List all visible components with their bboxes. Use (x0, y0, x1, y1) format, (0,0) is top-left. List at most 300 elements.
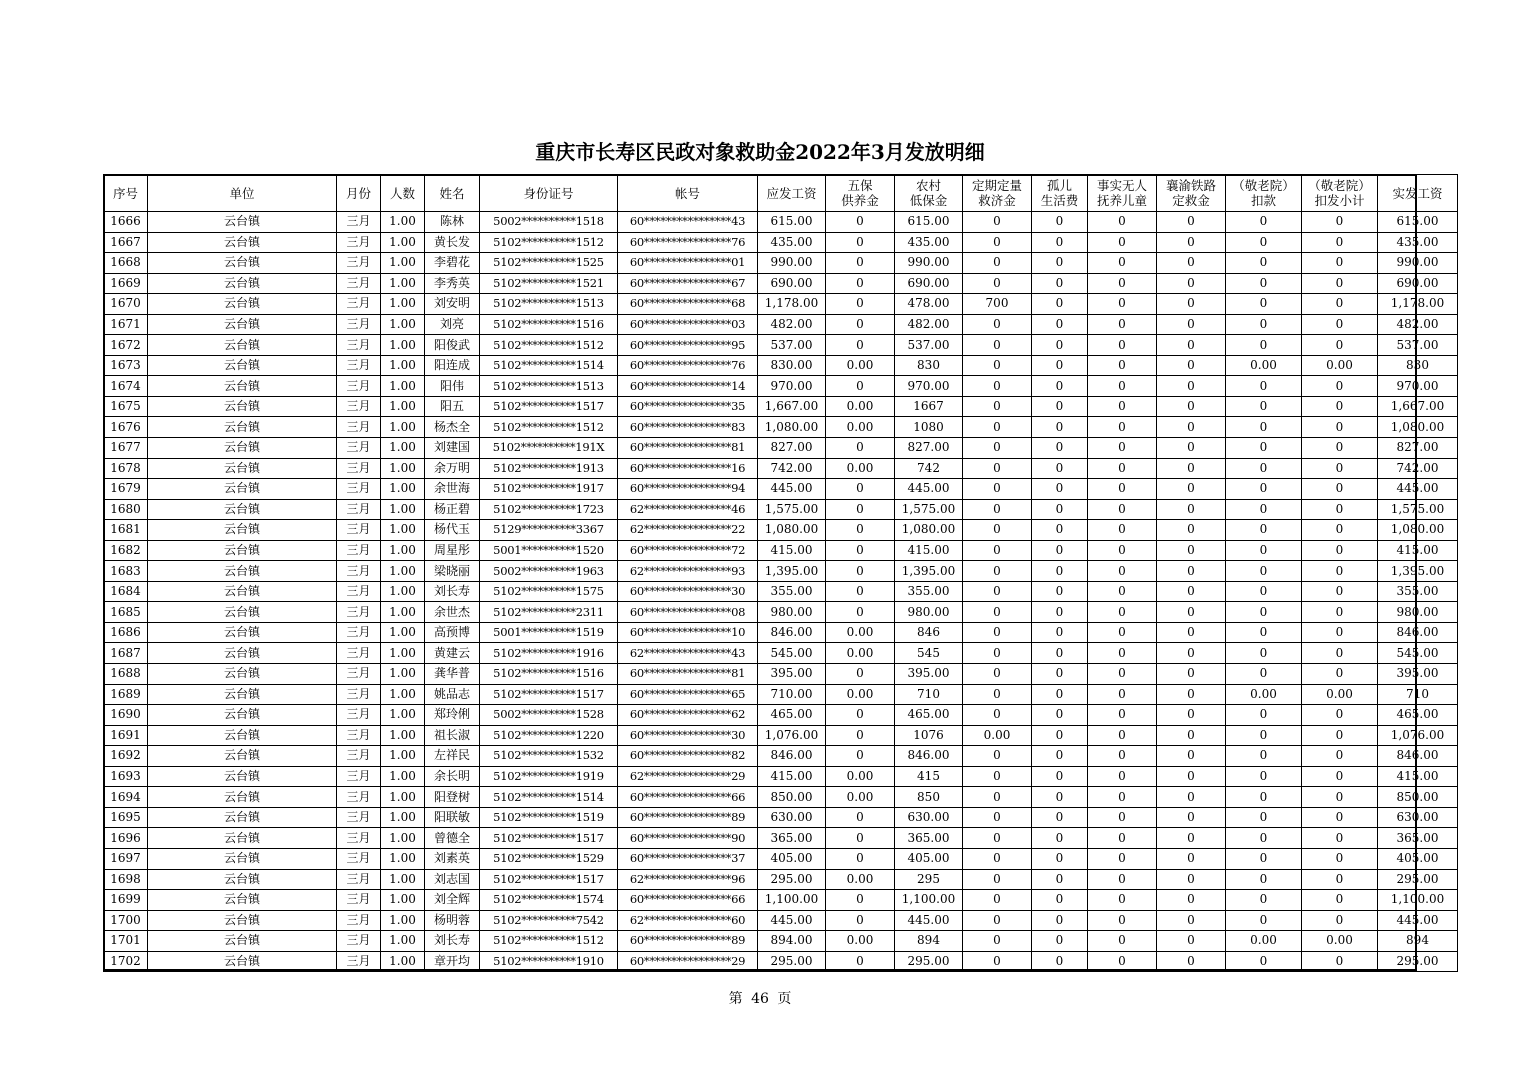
cell-paid: 295.00 (1378, 869, 1458, 890)
column-header-dingqi: 定期定量 救济金 (963, 175, 1032, 212)
cell-xiangyu: 0 (1157, 314, 1226, 335)
cell-account: 60****************16 (618, 458, 758, 479)
cell-account: 60****************68 (618, 294, 758, 315)
cell-shishi: 0 (1088, 869, 1157, 890)
cell-dibao: 1,100.00 (895, 890, 963, 911)
cell-month: 三月 (337, 355, 381, 376)
cell-due: 742.00 (758, 458, 826, 479)
cell-xiangyu: 0 (1157, 622, 1226, 643)
cell-unit: 云台镇 (148, 499, 337, 520)
cell-due: 630.00 (758, 807, 826, 828)
column-header-due: 应发工资 (758, 175, 826, 212)
cell-shishi: 0 (1088, 520, 1157, 541)
cell-seq: 1698 (104, 869, 148, 890)
cell-account: 60****************30 (618, 725, 758, 746)
cell-name: 刘长寿 (425, 581, 480, 602)
cell-jlykk: 0 (1226, 890, 1302, 911)
cell-name: 刘长寿 (425, 931, 480, 952)
cell-name: 陈林 (425, 212, 480, 233)
cell-guer: 0 (1032, 643, 1088, 664)
cell-account: 60****************67 (618, 273, 758, 294)
cell-paid: 445.00 (1378, 479, 1458, 500)
cell-id: 5102**********1910 (480, 951, 618, 972)
cell-unit: 云台镇 (148, 212, 337, 233)
cell-id: 5102**********1919 (480, 766, 618, 787)
cell-guer: 0 (1032, 951, 1088, 972)
cell-count: 1.00 (381, 376, 425, 397)
cell-dingqi: 0 (963, 766, 1032, 787)
cell-count: 1.00 (381, 458, 425, 479)
cell-due: 970.00 (758, 376, 826, 397)
cell-seq: 1690 (104, 705, 148, 726)
cell-due: 990.00 (758, 253, 826, 274)
cell-shishi: 0 (1088, 931, 1157, 952)
cell-shishi: 0 (1088, 438, 1157, 459)
cell-id: 5102**********1514 (480, 787, 618, 808)
cell-month: 三月 (337, 951, 381, 972)
cell-id: 5102**********1913 (480, 458, 618, 479)
cell-shishi: 0 (1088, 643, 1157, 664)
cell-dingqi: 0.00 (963, 725, 1032, 746)
cell-wubao: 0 (826, 499, 895, 520)
cell-dingqi: 0 (963, 705, 1032, 726)
cell-guer: 0 (1032, 232, 1088, 253)
cell-unit: 云台镇 (148, 335, 337, 356)
cell-due: 1,076.00 (758, 725, 826, 746)
cell-guer: 0 (1032, 602, 1088, 623)
cell-id: 5002**********1518 (480, 212, 618, 233)
cell-account: 60****************66 (618, 890, 758, 911)
cell-dibao: 1,575.00 (895, 499, 963, 520)
cell-jlyxj: 0 (1302, 705, 1378, 726)
cell-count: 1.00 (381, 520, 425, 541)
cell-seq: 1684 (104, 581, 148, 602)
cell-account: 60****************66 (618, 787, 758, 808)
cell-due: 1,667.00 (758, 396, 826, 417)
table-row (104, 253, 1458, 274)
column-header-wubao: 五保 供养金 (826, 175, 895, 212)
cell-month: 三月 (337, 540, 381, 561)
cell-dibao: 445.00 (895, 479, 963, 500)
cell-paid: 742.00 (1378, 458, 1458, 479)
cell-count: 1.00 (381, 602, 425, 623)
cell-paid: 990.00 (1378, 253, 1458, 274)
cell-wubao: 0 (826, 253, 895, 274)
cell-jlykk: 0 (1226, 643, 1302, 664)
column-header-jlyxj: （敬老院） 扣发小计 (1302, 175, 1378, 212)
cell-jlykk: 0 (1226, 335, 1302, 356)
cell-guer: 0 (1032, 766, 1088, 787)
table-row (104, 622, 1458, 643)
cell-paid: 395.00 (1378, 664, 1458, 685)
cell-dibao: 355.00 (895, 581, 963, 602)
cell-jlyxj: 0 (1302, 396, 1378, 417)
column-header-month: 月份 (337, 175, 381, 212)
cell-count: 1.00 (381, 807, 425, 828)
cell-count: 1.00 (381, 335, 425, 356)
cell-month: 三月 (337, 705, 381, 726)
cell-shishi: 0 (1088, 684, 1157, 705)
cell-dingqi: 0 (963, 828, 1032, 849)
cell-shishi: 0 (1088, 705, 1157, 726)
cell-id: 5102**********1513 (480, 376, 618, 397)
cell-wubao: 0.00 (826, 766, 895, 787)
cell-dingqi: 0 (963, 479, 1032, 500)
cell-name: 余万明 (425, 458, 480, 479)
cell-shishi: 0 (1088, 910, 1157, 931)
cell-seq: 1681 (104, 520, 148, 541)
cell-id: 5102**********1516 (480, 664, 618, 685)
cell-due: 710.00 (758, 684, 826, 705)
cell-unit: 云台镇 (148, 931, 337, 952)
cell-unit: 云台镇 (148, 746, 337, 767)
cell-dingqi: 0 (963, 848, 1032, 869)
cell-paid: 846.00 (1378, 746, 1458, 767)
cell-account: 60****************35 (618, 396, 758, 417)
cell-unit: 云台镇 (148, 438, 337, 459)
cell-paid: 1,395.00 (1378, 561, 1458, 582)
cell-jlykk: 0 (1226, 951, 1302, 972)
cell-id: 5102**********1512 (480, 417, 618, 438)
cell-xiangyu: 0 (1157, 807, 1226, 828)
cell-name: 阳联敏 (425, 807, 480, 828)
cell-unit: 云台镇 (148, 273, 337, 294)
cell-account: 60****************89 (618, 931, 758, 952)
cell-month: 三月 (337, 766, 381, 787)
cell-unit: 云台镇 (148, 294, 337, 315)
cell-dingqi: 0 (963, 335, 1032, 356)
cell-jlykk: 0 (1226, 664, 1302, 685)
cell-wubao: 0.00 (826, 622, 895, 643)
cell-name: 刘亮 (425, 314, 480, 335)
cell-guer: 0 (1032, 622, 1088, 643)
cell-unit: 云台镇 (148, 232, 337, 253)
cell-jlykk: 0 (1226, 622, 1302, 643)
cell-count: 1.00 (381, 273, 425, 294)
cell-due: 850.00 (758, 787, 826, 808)
cell-month: 三月 (337, 438, 381, 459)
cell-paid: 830 (1378, 355, 1458, 376)
cell-jlyxj: 0 (1302, 807, 1378, 828)
cell-shishi: 0 (1088, 294, 1157, 315)
cell-wubao: 0 (826, 602, 895, 623)
cell-seq: 1695 (104, 807, 148, 828)
cell-account: 60****************89 (618, 807, 758, 828)
cell-month: 三月 (337, 931, 381, 952)
cell-due: 415.00 (758, 766, 826, 787)
cell-jlyxj: 0 (1302, 520, 1378, 541)
cell-dingqi: 0 (963, 746, 1032, 767)
cell-shishi: 0 (1088, 376, 1157, 397)
table-row (104, 232, 1458, 253)
cell-account: 60****************82 (618, 746, 758, 767)
cell-month: 三月 (337, 520, 381, 541)
cell-id: 5102**********1514 (480, 355, 618, 376)
cell-guer: 0 (1032, 746, 1088, 767)
cell-id: 5102**********1575 (480, 581, 618, 602)
cell-count: 1.00 (381, 561, 425, 582)
cell-count: 1.00 (381, 396, 425, 417)
cell-unit: 云台镇 (148, 417, 337, 438)
table-row (104, 787, 1458, 808)
cell-wubao: 0 (826, 951, 895, 972)
payment-table (103, 174, 1458, 972)
cell-jlykk: 0.00 (1226, 931, 1302, 952)
cell-name: 杨杰全 (425, 417, 480, 438)
cell-shishi: 0 (1088, 766, 1157, 787)
cell-paid: 482.00 (1378, 314, 1458, 335)
cell-dingqi: 0 (963, 212, 1032, 233)
cell-unit: 云台镇 (148, 253, 337, 274)
cell-account: 62****************96 (618, 869, 758, 890)
cell-jlykk: 0 (1226, 540, 1302, 561)
cell-count: 1.00 (381, 684, 425, 705)
cell-unit: 云台镇 (148, 828, 337, 849)
cell-shishi: 0 (1088, 787, 1157, 808)
cell-paid: 435.00 (1378, 232, 1458, 253)
cell-name: 刘素英 (425, 848, 480, 869)
cell-seq: 1678 (104, 458, 148, 479)
cell-id: 5102**********1525 (480, 253, 618, 274)
cell-shishi: 0 (1088, 417, 1157, 438)
column-header-dibao: 农村 低保金 (895, 175, 963, 212)
cell-shishi: 0 (1088, 479, 1157, 500)
cell-xiangyu: 0 (1157, 458, 1226, 479)
cell-jlykk: 0 (1226, 232, 1302, 253)
cell-shishi: 0 (1088, 828, 1157, 849)
cell-due: 405.00 (758, 848, 826, 869)
cell-dibao: 478.00 (895, 294, 963, 315)
cell-count: 1.00 (381, 951, 425, 972)
cell-guer: 0 (1032, 273, 1088, 294)
cell-jlyxj: 0 (1302, 417, 1378, 438)
cell-dingqi: 0 (963, 232, 1032, 253)
cell-jlykk: 0 (1226, 561, 1302, 582)
cell-paid: 465.00 (1378, 705, 1458, 726)
cell-wubao: 0.00 (826, 684, 895, 705)
cell-seq: 1689 (104, 684, 148, 705)
cell-due: 415.00 (758, 540, 826, 561)
cell-guer: 0 (1032, 335, 1088, 356)
cell-jlykk: 0 (1226, 910, 1302, 931)
cell-xiangyu: 0 (1157, 684, 1226, 705)
cell-name: 阳俊武 (425, 335, 480, 356)
cell-xiangyu: 0 (1157, 520, 1226, 541)
cell-count: 1.00 (381, 869, 425, 890)
cell-dibao: 980.00 (895, 602, 963, 623)
cell-dibao: 615.00 (895, 212, 963, 233)
cell-dibao: 395.00 (895, 664, 963, 685)
cell-paid: 355.00 (1378, 581, 1458, 602)
cell-due: 615.00 (758, 212, 826, 233)
cell-jlykk: 0 (1226, 438, 1302, 459)
cell-due: 980.00 (758, 602, 826, 623)
cell-jlykk: 0 (1226, 581, 1302, 602)
cell-shishi: 0 (1088, 622, 1157, 643)
cell-jlykk: 0 (1226, 253, 1302, 274)
cell-due: 1,080.00 (758, 417, 826, 438)
cell-count: 1.00 (381, 479, 425, 500)
cell-month: 三月 (337, 417, 381, 438)
cell-shishi: 0 (1088, 951, 1157, 972)
column-header-xiangyu: 襄渝铁路 定救金 (1157, 175, 1226, 212)
cell-jlyxj: 0 (1302, 232, 1378, 253)
cell-guer: 0 (1032, 725, 1088, 746)
cell-id: 5102**********191X (480, 438, 618, 459)
table-row (104, 314, 1458, 335)
cell-account: 60****************10 (618, 622, 758, 643)
cell-id: 5102**********1512 (480, 232, 618, 253)
cell-due: 894.00 (758, 931, 826, 952)
cell-name: 刘安明 (425, 294, 480, 315)
table-row (104, 561, 1458, 582)
cell-jlykk: 0 (1226, 314, 1302, 335)
cell-id: 5001**********1519 (480, 622, 618, 643)
cell-wubao: 0 (826, 273, 895, 294)
cell-dingqi: 0 (963, 869, 1032, 890)
cell-guer: 0 (1032, 890, 1088, 911)
cell-xiangyu: 0 (1157, 253, 1226, 274)
cell-dibao: 465.00 (895, 705, 963, 726)
cell-id: 5102**********1517 (480, 684, 618, 705)
cell-seq: 1694 (104, 787, 148, 808)
cell-id: 5102**********1512 (480, 335, 618, 356)
cell-jlyxj: 0.00 (1302, 355, 1378, 376)
column-header-id: 身份证号 (480, 175, 618, 212)
cell-month: 三月 (337, 828, 381, 849)
cell-shishi: 0 (1088, 396, 1157, 417)
cell-shishi: 0 (1088, 746, 1157, 767)
cell-seq: 1674 (104, 376, 148, 397)
cell-paid: 970.00 (1378, 376, 1458, 397)
cell-month: 三月 (337, 212, 381, 233)
cell-wubao: 0.00 (826, 931, 895, 952)
cell-account: 60****************72 (618, 540, 758, 561)
cell-id: 5102**********1512 (480, 931, 618, 952)
cell-account: 60****************14 (618, 376, 758, 397)
cell-count: 1.00 (381, 787, 425, 808)
cell-seq: 1670 (104, 294, 148, 315)
cell-seq: 1691 (104, 725, 148, 746)
cell-count: 1.00 (381, 828, 425, 849)
cell-paid: 415.00 (1378, 540, 1458, 561)
cell-xiangyu: 0 (1157, 643, 1226, 664)
cell-guer: 0 (1032, 848, 1088, 869)
cell-due: 295.00 (758, 869, 826, 890)
cell-guer: 0 (1032, 458, 1088, 479)
cell-xiangyu: 0 (1157, 376, 1226, 397)
cell-guer: 0 (1032, 910, 1088, 931)
cell-paid: 1,178.00 (1378, 294, 1458, 315)
cell-dibao: 827.00 (895, 438, 963, 459)
table-row (104, 684, 1458, 705)
cell-seq: 1676 (104, 417, 148, 438)
cell-dibao: 435.00 (895, 232, 963, 253)
header-row (104, 175, 1458, 212)
cell-due: 435.00 (758, 232, 826, 253)
cell-dingqi: 0 (963, 910, 1032, 931)
cell-seq: 1669 (104, 273, 148, 294)
cell-shishi: 0 (1088, 725, 1157, 746)
cell-due: 846.00 (758, 746, 826, 767)
cell-xiangyu: 0 (1157, 561, 1226, 582)
cell-jlykk: 0 (1226, 602, 1302, 623)
cell-jlykk: 0 (1226, 725, 1302, 746)
footer-prefix: 第 (728, 991, 743, 1007)
cell-due: 1,575.00 (758, 499, 826, 520)
cell-guer: 0 (1032, 376, 1088, 397)
cell-xiangyu: 0 (1157, 294, 1226, 315)
column-header-jlykk: （敬老院） 扣款 (1226, 175, 1302, 212)
cell-jlykk: 0 (1226, 458, 1302, 479)
cell-jlykk: 0 (1226, 396, 1302, 417)
cell-month: 三月 (337, 848, 381, 869)
cell-count: 1.00 (381, 232, 425, 253)
cell-seq: 1683 (104, 561, 148, 582)
cell-xiangyu: 0 (1157, 848, 1226, 869)
cell-seq: 1679 (104, 479, 148, 500)
cell-jlyxj: 0.00 (1302, 684, 1378, 705)
cell-count: 1.00 (381, 664, 425, 685)
cell-wubao: 0 (826, 479, 895, 500)
cell-unit: 云台镇 (148, 479, 337, 500)
cell-unit: 云台镇 (148, 602, 337, 623)
cell-count: 1.00 (381, 540, 425, 561)
cell-due: 545.00 (758, 643, 826, 664)
cell-paid: 445.00 (1378, 910, 1458, 931)
cell-id: 5102**********1916 (480, 643, 618, 664)
cell-account: 62****************43 (618, 643, 758, 664)
cell-paid: 295.00 (1378, 951, 1458, 972)
cell-guer: 0 (1032, 479, 1088, 500)
cell-seq: 1697 (104, 848, 148, 869)
cell-seq: 1686 (104, 622, 148, 643)
cell-dingqi: 0 (963, 643, 1032, 664)
cell-name: 黄建云 (425, 643, 480, 664)
cell-paid: 415.00 (1378, 766, 1458, 787)
table-row (104, 376, 1458, 397)
cell-xiangyu: 0 (1157, 746, 1226, 767)
cell-dibao: 690.00 (895, 273, 963, 294)
cell-jlyxj: 0 (1302, 602, 1378, 623)
cell-seq: 1668 (104, 253, 148, 274)
table-row (104, 458, 1458, 479)
table-row (104, 890, 1458, 911)
cell-count: 1.00 (381, 581, 425, 602)
cell-jlykk: 0 (1226, 499, 1302, 520)
cell-wubao: 0 (826, 232, 895, 253)
cell-jlyxj: 0 (1302, 787, 1378, 808)
cell-jlyxj: 0 (1302, 253, 1378, 274)
cell-due: 482.00 (758, 314, 826, 335)
cell-guer: 0 (1032, 520, 1088, 541)
cell-guer: 0 (1032, 807, 1088, 828)
cell-wubao: 0 (826, 376, 895, 397)
cell-xiangyu: 0 (1157, 273, 1226, 294)
cell-due: 846.00 (758, 622, 826, 643)
cell-due: 355.00 (758, 581, 826, 602)
cell-paid: 850.00 (1378, 787, 1458, 808)
cell-unit: 云台镇 (148, 314, 337, 335)
cell-shishi: 0 (1088, 314, 1157, 335)
cell-name: 李碧花 (425, 253, 480, 274)
cell-jlyxj: 0 (1302, 376, 1378, 397)
cell-guer: 0 (1032, 253, 1088, 274)
cell-dingqi: 0 (963, 787, 1032, 808)
table-row (104, 828, 1458, 849)
cell-seq: 1693 (104, 766, 148, 787)
cell-guer: 0 (1032, 355, 1088, 376)
